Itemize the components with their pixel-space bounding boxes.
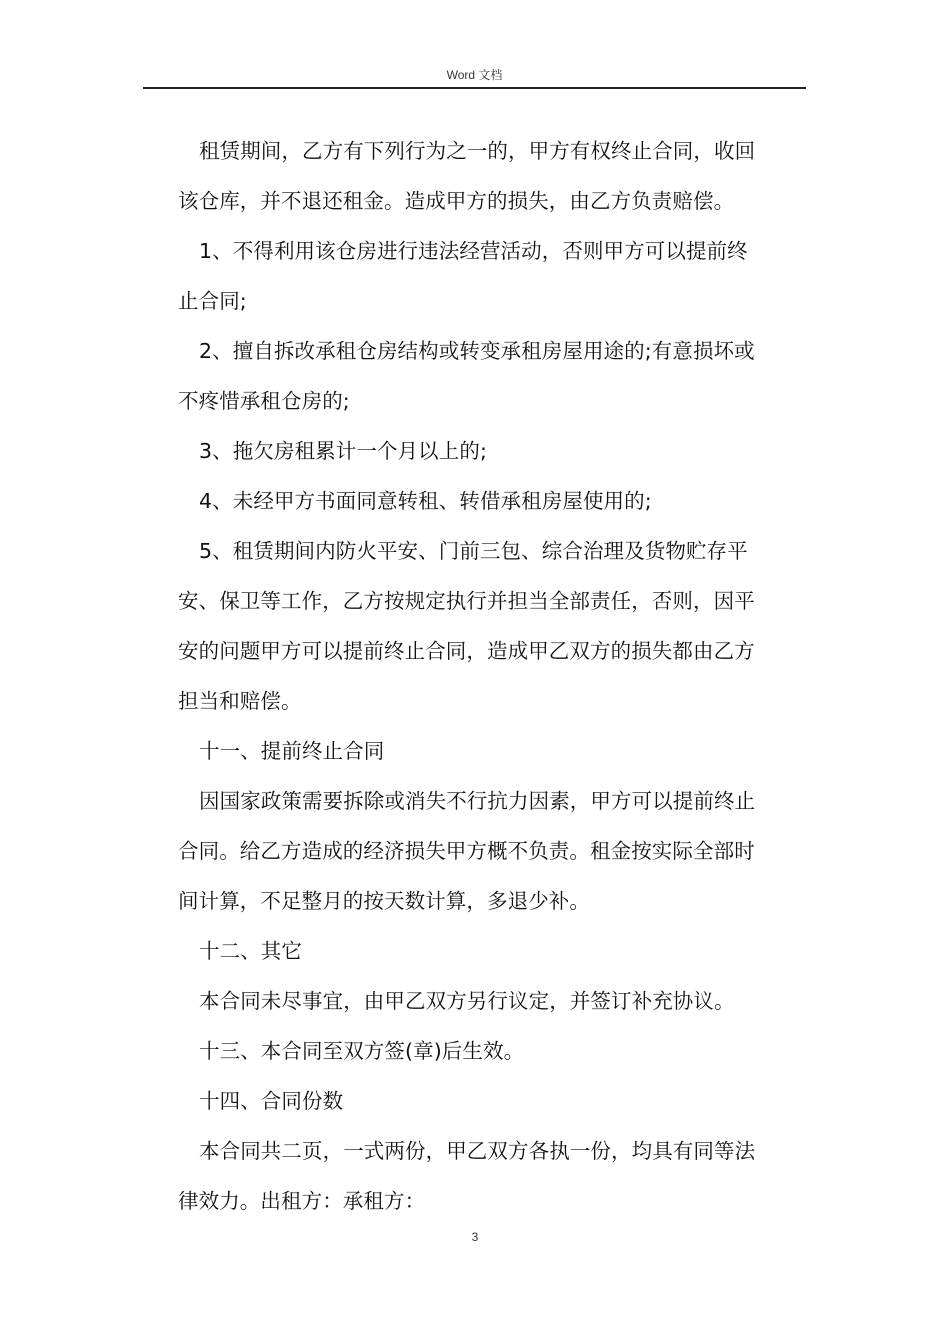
text-line: 十一、提前终止合同 xyxy=(199,739,385,763)
text-line: 十四、合同份数 xyxy=(199,1089,344,1113)
text-line: 租赁期间，乙方有下列行为之一的，甲方有权终止合同，收回 xyxy=(199,139,756,163)
text-line: 止合同; xyxy=(178,289,247,313)
text-line: 3、拖欠房租累计一个月以上的; xyxy=(199,439,487,463)
text-line: 律效力。出租方：承租方： xyxy=(178,1189,426,1213)
document-body xyxy=(178,126,808,1226)
text-line: 5、租赁期间内防火平安、门前三包、综合治理及货物贮存平 xyxy=(199,539,748,563)
text-line: 因国家政策需要拆除或消失不行抗力因素，甲方可以提前终止 xyxy=(199,789,756,813)
text-line: 间计算，不足整月的按天数计算，多退少补。 xyxy=(178,889,590,913)
text-line: 2、擅自拆改承租仓房结构或转变承租房屋用途的;有意损坏或 xyxy=(199,339,755,363)
text-line: 十二、其它 xyxy=(199,939,302,963)
page-number: 3 xyxy=(471,1230,479,1244)
text-line: 担当和赔偿。 xyxy=(178,689,302,713)
text-line: 该仓库，并不退还租金。造成甲方的损失，由乙方负责赔偿。 xyxy=(178,189,735,213)
text-line: 本合同共二页，一式两份，甲乙双方各执一份，均具有同等法 xyxy=(199,1139,756,1163)
text-line: 安的问题甲方可以提前终止合同，造成甲乙双方的损失都由乙方 xyxy=(178,639,755,663)
page-header xyxy=(143,64,806,89)
text-line: 1、不得利用该仓房进行违法经营活动，否则甲方可以提前终 xyxy=(199,239,748,263)
text-line: 不疼惜承租仓房的; xyxy=(178,389,350,413)
text-line: 安、保卫等工作，乙方按规定执行并担当全部责任，否则，因平 xyxy=(178,589,755,613)
text-line: 合同。给乙方造成的经济损失甲方概不负责。租金按实际全部时 xyxy=(178,839,755,863)
text-line: 十三、本合同至双方签(章)后生效。 xyxy=(199,1039,525,1063)
text-line: 本合同未尽事宜，由甲乙双方另行议定，并签订补充协议。 xyxy=(199,989,735,1013)
header-title: Word 文档 xyxy=(446,68,503,82)
text-line: 4、未经甲方书面同意转租、转借承租房屋使用的; xyxy=(199,489,652,513)
